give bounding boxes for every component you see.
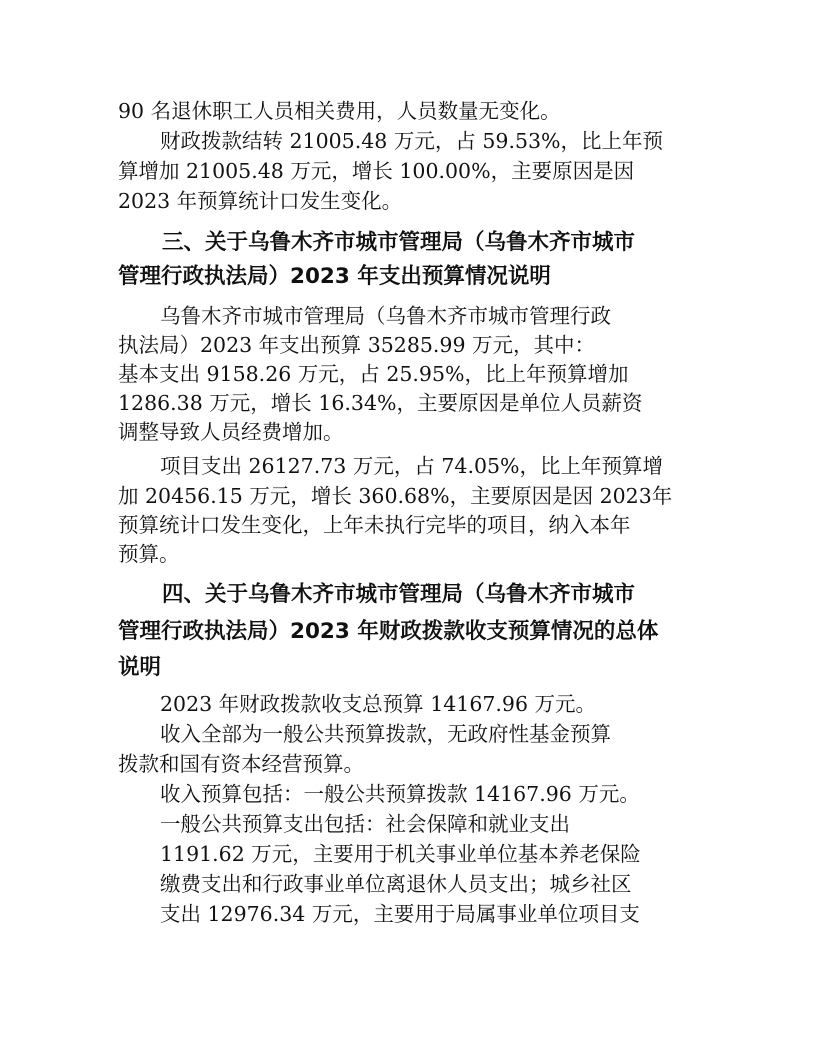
body-text-line: 2023 年财政拨款收支总预算 14167.96 万元。: [160, 692, 597, 716]
body-text-line: 2023 年预算统计口发生变化。: [118, 189, 403, 213]
body-text-line: 乌鲁木齐市城市管理局（乌鲁木齐市城市管理行政: [160, 304, 611, 328]
body-text-line: 收入预算包括：一般公共预算拨款 14167.96 万元。: [160, 782, 640, 806]
section-heading: 三、关于乌鲁木齐市城市管理局（乌鲁木齐市城市: [162, 230, 636, 255]
body-text-line: 项目支出 26127.73 万元，占 74.05%，比上年预算增: [160, 454, 664, 478]
body-text-line: 预算。: [118, 542, 180, 566]
body-text-line: 财政拨款结转 21005.48 万元，占 59.53%，比上年预: [160, 129, 664, 153]
body-text-line: 算增加 21005.48 万元，增长 100.00%，主要原因是因: [118, 159, 635, 183]
body-text-line: 调整导致人员经费增加。: [118, 420, 344, 444]
section-heading: 四、关于乌鲁木齐市城市管理局（乌鲁木齐市城市: [162, 582, 636, 607]
section-heading: 管理行政执法局）2023 年支出预算情况说明: [118, 264, 551, 289]
body-text-line: 一般公共预算支出包括：社会保障和就业支出: [160, 812, 570, 836]
section-heading: 管理行政执法局）2023 年财政拨款收支预算情况的总体: [118, 619, 659, 644]
body-text-line: 1286.38 万元，增长 16.34%，主要原因是单位人员薪资: [118, 391, 643, 415]
body-text-line: 支出 12976.34 万元，主要用于局属事业单位项目支: [160, 902, 640, 926]
body-text-line: 加 20456.15 万元，增长 360.68%，主要原因是因 2023年: [118, 484, 673, 508]
body-text-line: 执法局）2023 年支出预算 35285.99 万元，其中：: [118, 333, 596, 357]
body-text-line: 基本支出 9158.26 万元，占 25.95%，比上年预算增加: [118, 362, 629, 386]
body-text-line: 90 名退休职工人员相关费用，人员数量无变化。: [118, 99, 561, 123]
body-text-line: 拨款和国有资本经营预算。: [118, 752, 364, 776]
body-text-line: 缴费支出和行政事业单位离退休人员支出；城乡社区: [160, 872, 632, 896]
body-text-line: 预算统计口发生变化，上年未执行完毕的项目，纳入本年: [118, 513, 631, 537]
body-text-line: 1191.62 万元，主要用于机关事业单位基本养老保险: [160, 842, 641, 866]
body-text-line: 收入全部为一般公共预算拨款，无政府性基金预算: [160, 722, 611, 746]
section-heading: 说明: [118, 655, 162, 680]
